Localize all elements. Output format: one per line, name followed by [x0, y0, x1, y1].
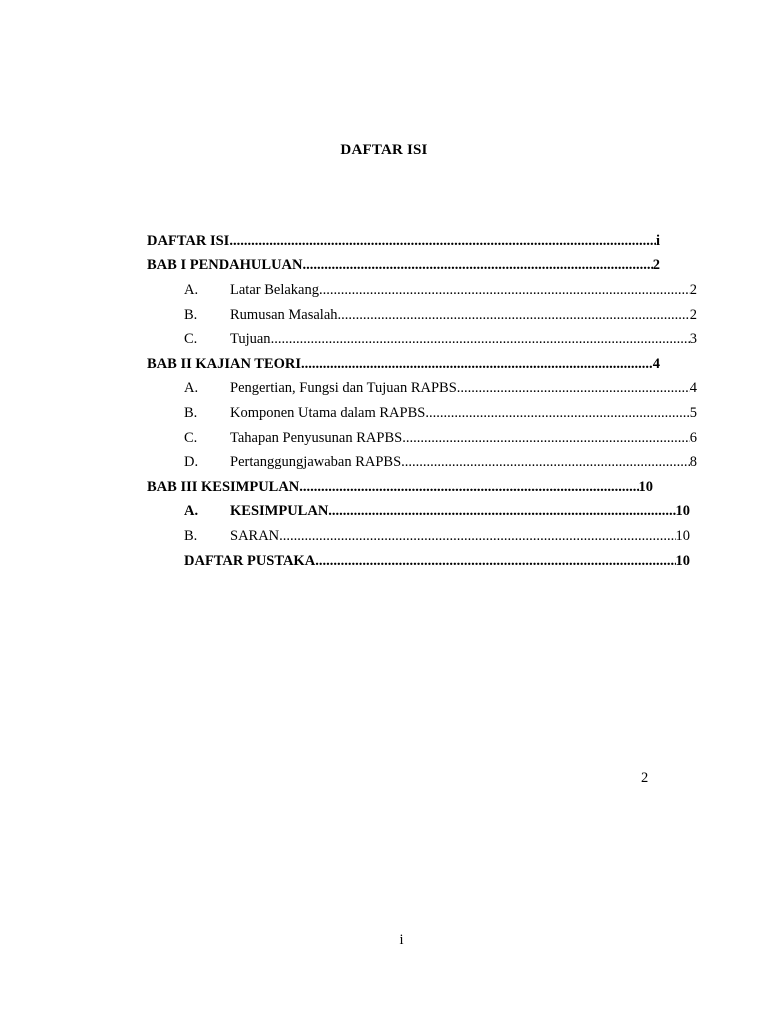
toc-entry-letter: A. [184, 281, 199, 298]
toc-entry-page: 10 [675, 527, 690, 544]
toc-dot-leader [338, 307, 690, 324]
toc-entry-letter: C. [184, 429, 198, 446]
page-title: DAFTAR ISI [340, 142, 428, 158]
toc-entry-label: Pertanggungjawaban RAPBS [230, 454, 402, 471]
toc-entry-label: DAFTAR PUSTAKA [184, 552, 316, 569]
toc-dot-leader [279, 528, 675, 545]
toc-entry-page: 6 [689, 429, 697, 446]
toc-entry-bab-2[interactable] [147, 352, 660, 377]
toc-entry-label: BAB II KAJIAN TEORI [147, 355, 302, 372]
toc-entry-label: BAB I PENDAHULUAN [147, 257, 303, 274]
toc-entry-tujuan[interactable] [147, 327, 697, 352]
toc-entry-tahapan[interactable] [147, 426, 697, 451]
toc-entry-pertanggungjawaban[interactable] [147, 450, 697, 475]
toc-entry-label: Tujuan [230, 331, 271, 348]
toc-entry-daftar-isi[interactable] [147, 229, 660, 254]
toc-entry-kesimpulan[interactable] [147, 500, 690, 525]
toc-entry-page: 2 [652, 257, 660, 274]
toc-dot-leader [457, 380, 690, 397]
toc-entry-page: 8 [689, 454, 697, 471]
toc-entry-letter: A. [184, 503, 199, 520]
toc-entry-page: 4 [689, 380, 697, 397]
toc-entry-page: 5 [689, 404, 697, 421]
toc-dot-leader [401, 454, 690, 471]
toc-dot-leader [303, 257, 653, 274]
toc-entry-letter: B. [184, 527, 198, 544]
toc-entry-letter: D. [184, 454, 199, 471]
toc-dot-leader [328, 503, 675, 520]
toc-entry-label: BAB III KESIMPULAN [147, 478, 300, 495]
toc-entry-page: 10 [675, 552, 690, 569]
toc-entry-label: Rumusan Masalah [230, 306, 338, 323]
toc-entry-page: i [655, 232, 660, 249]
page-number-marker: 2 [641, 770, 649, 786]
toc-entry-pengertian[interactable] [147, 377, 697, 402]
table-of-contents [147, 229, 697, 573]
toc-entry-page: 4 [652, 355, 660, 372]
toc-entry-label: Latar Belakang [230, 281, 319, 298]
page-footer-number: i [399, 932, 404, 948]
toc-entry-page: 10 [638, 478, 653, 495]
toc-entry-daftar-pustaka[interactable] [147, 549, 690, 574]
toc-entry-rumusan-masalah[interactable] [147, 303, 697, 328]
toc-entry-letter: B. [184, 404, 198, 421]
toc-entry-label: DAFTAR ISI [147, 232, 230, 249]
toc-entry-page: 2 [689, 306, 697, 323]
toc-entry-letter: A. [184, 380, 199, 397]
toc-entry-bab-1[interactable] [147, 254, 660, 279]
toc-dot-leader [315, 553, 675, 570]
toc-dot-leader [301, 356, 653, 373]
toc-entry-page: 10 [675, 503, 690, 520]
toc-dot-leader [299, 479, 638, 496]
toc-entry-latar-belakang[interactable] [147, 278, 697, 303]
toc-entry-label: KESIMPULAN [230, 503, 329, 520]
toc-entry-saran[interactable] [147, 524, 690, 549]
toc-entry-label: SARAN [230, 527, 280, 544]
toc-entry-bab-3[interactable] [147, 475, 653, 500]
toc-entry-label: Pengertian, Fungsi dan Tujuan RAPBS [230, 380, 457, 397]
toc-dot-leader [402, 430, 690, 447]
toc-entry-letter: C. [184, 331, 198, 348]
toc-dot-leader [271, 331, 690, 348]
toc-entry-label: Komponen Utama dalam RAPBS [230, 404, 426, 421]
toc-entry-page: 2 [689, 281, 697, 298]
toc-entry-komponen[interactable] [147, 401, 697, 426]
toc-dot-leader [229, 233, 656, 250]
toc-dot-leader [425, 405, 689, 422]
toc-dot-leader [319, 282, 690, 299]
toc-entry-page: 3 [689, 331, 697, 348]
toc-entry-letter: B. [184, 306, 198, 323]
toc-entry-label: Tahapan Penyusunan RAPBS [230, 429, 403, 446]
